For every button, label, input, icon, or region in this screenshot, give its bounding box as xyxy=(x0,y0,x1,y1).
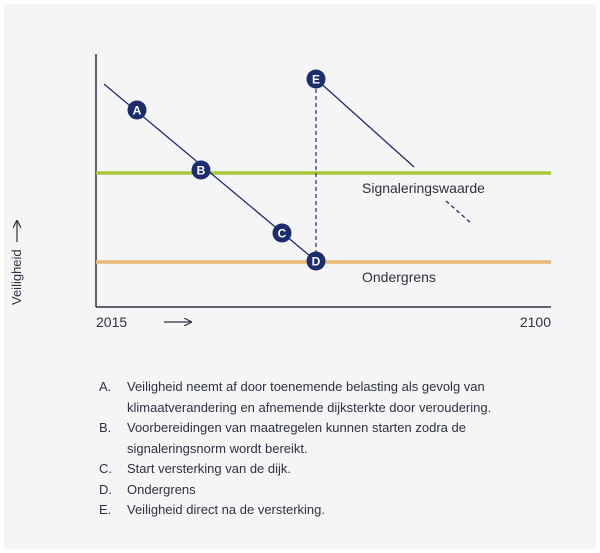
legend-item-e xyxy=(99,500,549,521)
point-marker xyxy=(273,224,292,243)
x-end-label: 2100 xyxy=(519,314,551,330)
legend-key: E. xyxy=(99,502,112,517)
legend-key: D. xyxy=(99,481,112,497)
point-c-label: C xyxy=(277,226,287,241)
point-marker xyxy=(128,101,147,120)
y-axis-label: Veiligheid xyxy=(9,249,24,305)
legend-key: C. xyxy=(99,461,112,476)
figure-card xyxy=(4,4,596,549)
legend-key: B. xyxy=(99,420,112,435)
ondergrens-label: Ondergrens xyxy=(362,269,436,285)
point-b-label: B xyxy=(196,163,206,178)
legend-list xyxy=(99,377,549,521)
legend-item-a xyxy=(99,377,549,418)
point-e-label: E xyxy=(311,72,321,87)
legend-text: Ondergrens xyxy=(127,481,196,497)
x-start-label: 2015 xyxy=(96,314,128,330)
point-d-label: D xyxy=(311,254,321,269)
legend-text: Veiligheid direct na de versterking. xyxy=(127,502,326,517)
legend-text: Veiligheid neemt af door toenemende belasting als gevolg van klimaatverandering en afnemende dijksterkte door veroudering. xyxy=(127,379,492,415)
post-reinforcement-line xyxy=(316,79,414,167)
legend-text: Start versterking van de dijk. xyxy=(127,461,292,476)
signaleringswaarde-label: Signaleringswaarde xyxy=(362,180,485,196)
safety-diagram xyxy=(4,4,596,364)
legend-item-d xyxy=(99,480,549,501)
point-a-label: A xyxy=(132,103,142,118)
point-marker xyxy=(192,161,211,180)
legend-item-b xyxy=(99,418,549,459)
point-marker xyxy=(307,252,326,271)
legend-item-c xyxy=(99,459,549,480)
post-reinforcement-dashed-line xyxy=(446,201,472,224)
point-marker xyxy=(307,70,326,89)
legend-text: Voorbereidingen van maatregelen kunnen starten zodra de signaleringsnorm wordt bereikt. xyxy=(127,420,466,456)
legend-key: A. xyxy=(99,379,112,394)
